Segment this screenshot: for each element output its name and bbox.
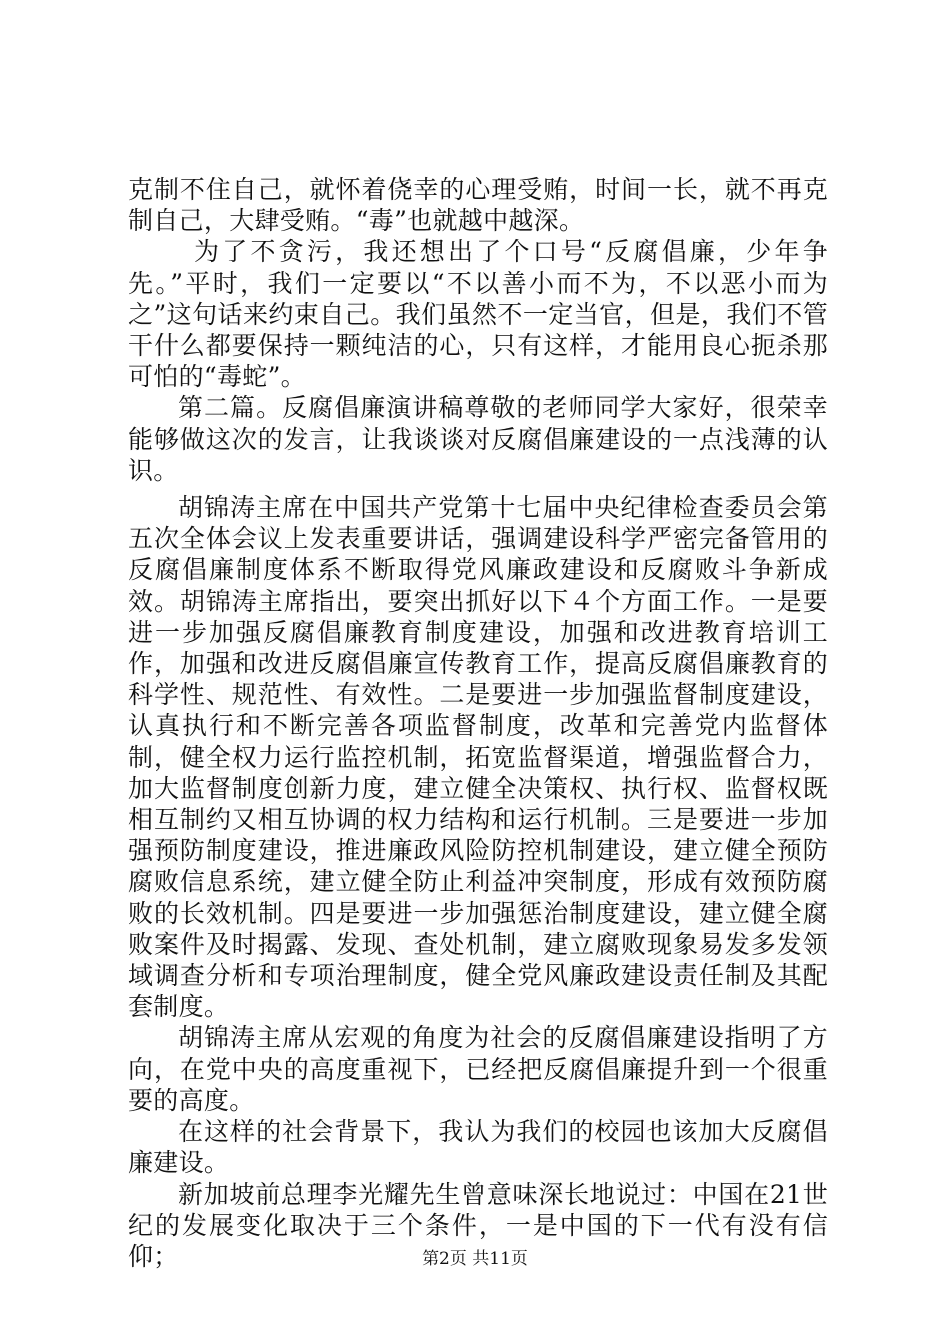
paragraph-lee-kuan-yew: 新加坡前总理李光耀先生曾意味深长地说过：中国在21世纪的发展变化取决于三个条件，一是中国的下一代有没有信仰； [128, 1179, 828, 1271]
paragraph-macro-direction: 胡锦涛主席从宏观的角度为社会的反腐倡廉建设指明了方向，在党中央的高度重视下，已经把反腐倡廉提升到一个很重要的高度。 [128, 1023, 828, 1115]
paragraph-campus: 在这样的社会背景下，我认为我们的校园也该加大反腐倡廉建设。 [128, 1117, 828, 1178]
paragraph-continuation: 克制不住自己，就怀着侥幸的心理受贿，时间一长，就不再克制自己，大肆受贿。“毒”也就越中越深。 [128, 175, 828, 236]
page-number-footer: 第2页 共11页 [422, 1249, 528, 1269]
paragraph-hu-speech: 胡锦涛主席在中国共产党第十七届中央纪律检查委员会第五次全体会议上发表重要讲话，强调建设科学严密完备管用的反腐倡廉制度体系不断取得党风廉政建设和反腐败斗争新成效。胡锦涛主席指出，要突出抓好以下４个方面工作。一是要进一步加强反腐倡廉教育制度建设，加强和改进教育培训工作，加强和改进反腐倡廉宣传教育工作，提高反腐倡廉教育的科学性、规范性、有效性。二是要进一步加强监督制度建设，认真执行和不断完善各项监督制度，改革和完善党内监督体制，健全权力运行监控机制，拓宽监督渠道，增强监督合力，加大监督制度创新力度，建立健全决策权、执行权、监督权既相互制约又相互协调的权力结构和运行机制。三是要进一步加强预防制度建设，推进廉政风险防控机制建设，建立健全预防腐败信息系统，建立健全防止利益冲突制度，形成有效预防腐败的长效机制。四是要进一步加强惩治制度建设，建立健全腐败案件及时揭露、发现、查处机制，建立腐败现象易发多发领域调查分析和专项治理制度，健全党风廉政建设责任制及其配套制度。 [128, 493, 828, 1022]
paragraph-second-speech-intro: 第二篇。反腐倡廉演讲稿尊敬的老师同学大家好，很荣幸能够做这次的发言，让我谈谈对反腐倡廉建设的一点浅薄的认识。 [128, 393, 828, 485]
paragraph-slogan: 为了不贪污，我还想出了个口号“反腐倡廉，少年争先。”平时，我们一定要以“不以善小而不为，不以恶小而为之”这句话来约束自己。我们虽然不一定当官，但是，我们不管干什么都要保持一颗纯洁的心，只有这样，才能用良心扼杀那可怕的“毒蛇”。 [128, 237, 828, 392]
document-body [128, 174, 828, 1272]
